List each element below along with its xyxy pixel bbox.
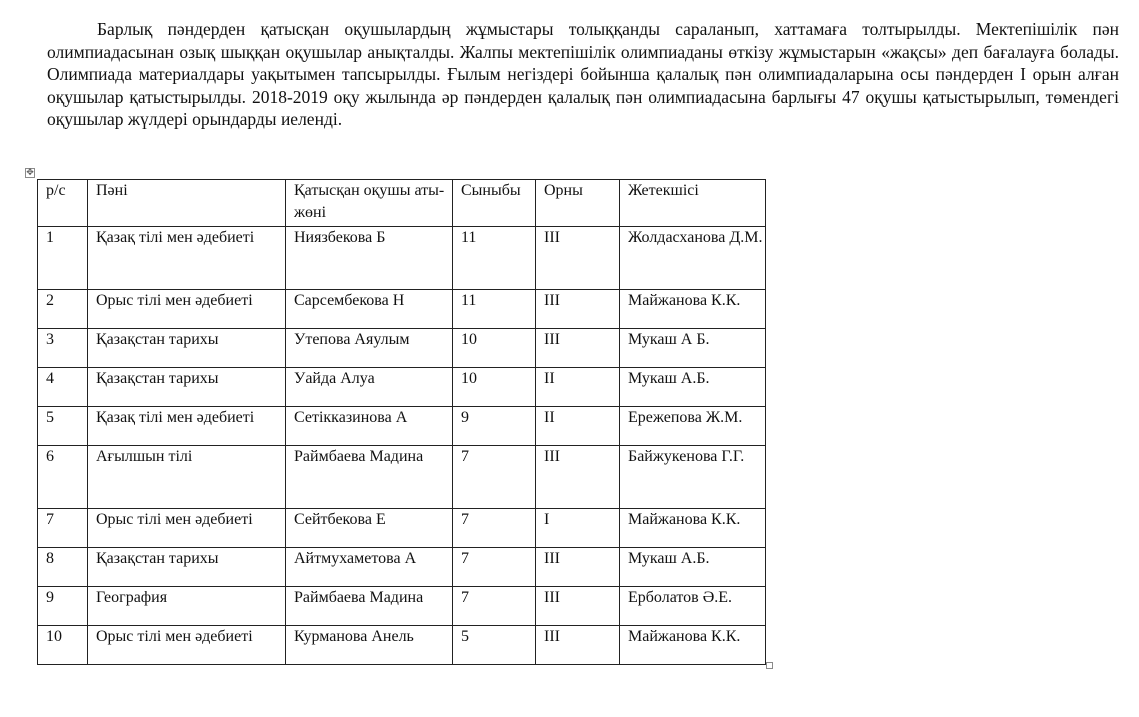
cell-grade: 7 <box>453 587 536 626</box>
table-row <box>38 446 766 509</box>
cell-subject: Қазақ тілі мен әдебиеті <box>88 407 286 446</box>
table-row <box>38 626 766 665</box>
cell-num: 10 <box>38 626 88 665</box>
cell-teacher: Мукаш А.Б. <box>620 368 766 407</box>
cell-place: ІІ <box>536 368 620 407</box>
cell-place: І <box>536 509 620 548</box>
cell-grade: 10 <box>453 368 536 407</box>
cell-num: 5 <box>38 407 88 446</box>
cell-grade: 10 <box>453 329 536 368</box>
cell-place: ІІІ <box>536 329 620 368</box>
cell-grade: 11 <box>453 227 536 290</box>
cell-teacher: Мукаш А Б. <box>620 329 766 368</box>
cell-num: 8 <box>38 548 88 587</box>
cell-grade: 5 <box>453 626 536 665</box>
cell-student: Сарсембекова Н <box>286 290 453 329</box>
cell-grade: 7 <box>453 509 536 548</box>
table-row <box>38 509 766 548</box>
cell-place: ІІІ <box>536 548 620 587</box>
cell-subject: География <box>88 587 286 626</box>
cell-subject: Ағылшын тілі <box>88 446 286 509</box>
cell-num: 4 <box>38 368 88 407</box>
cell-grade: 11 <box>453 290 536 329</box>
cell-teacher: Майжанова К.К. <box>620 626 766 665</box>
table-row <box>38 368 766 407</box>
table-row <box>38 290 766 329</box>
cell-student: Курманова Анель <box>286 626 453 665</box>
cell-subject: Орыс тілі мен әдебиеті <box>88 626 286 665</box>
cell-student: Сейтбекова Е <box>286 509 453 548</box>
cell-student: Уайда Алуа <box>286 368 453 407</box>
cell-subject: Орыс тілі мен әдебиеті <box>88 290 286 329</box>
cell-teacher: Ережепова Ж.М. <box>620 407 766 446</box>
cell-num: 1 <box>38 227 88 290</box>
cell-student: Раймбаева Мадина <box>286 587 453 626</box>
table-row <box>38 227 766 290</box>
table-resize-handle[interactable] <box>766 662 773 669</box>
intro-paragraph: Барлық пәндерден қатысқан оқушылардың жұмыстары толыққанды сараланып, хаттамаға толтырылды. Мектепішілік пән олимпиадасынан озық шыққан оқушылар анықталды. Жалпы мектепішілік олимпиаданы өткізу жұмыстарын «жақсы» деп бағалауға болады. Олимпиада материалдары уақытымен тапсырылды. Ғылым негіздері бойынша қалалық пән олимпиадаларына осы пәндерден І орын алған оқушылар қатыстырылды. 2018-2019 оқу жылында әр пәндерден қалалық пән олимпиадасына барлығы 47 оқушы қатыстырылып, төмендегі оқушылар жүлдері орындарды иеленді. <box>47 19 1119 129</box>
header-num: р/с <box>38 180 88 227</box>
cell-student: Ниязбекова Б <box>286 227 453 290</box>
table-row <box>38 548 766 587</box>
header-student: Қатысқан оқушы аты-жөні <box>286 180 453 227</box>
cell-place: ІІ <box>536 407 620 446</box>
cell-place: ІІІ <box>536 587 620 626</box>
cell-place: ІІІ <box>536 227 620 290</box>
cell-subject: Қазақстан тарихы <box>88 368 286 407</box>
cell-num: 6 <box>38 446 88 509</box>
cell-num: 9 <box>38 587 88 626</box>
cell-subject: Қазақстан тарихы <box>88 548 286 587</box>
cell-num: 7 <box>38 509 88 548</box>
cell-num: 3 <box>38 329 88 368</box>
cell-teacher: Ерболатов Ә.Е. <box>620 587 766 626</box>
results-table <box>37 179 766 665</box>
cell-place: ІІІ <box>536 626 620 665</box>
header-place: Орны <box>536 180 620 227</box>
table-row <box>38 587 766 626</box>
table-move-handle-icon[interactable]: ✥ <box>26 167 34 178</box>
cell-student: Утепова Аяулым <box>286 329 453 368</box>
header-teacher: Жетекшісі <box>620 180 766 227</box>
cell-teacher: Майжанова К.К. <box>620 509 766 548</box>
cell-subject: Қазақстан тарихы <box>88 329 286 368</box>
table-header-row <box>38 180 766 227</box>
cell-teacher: Майжанова К.К. <box>620 290 766 329</box>
cell-place: ІІІ <box>536 446 620 509</box>
cell-place: ІІІ <box>536 290 620 329</box>
header-subject: Пәні <box>88 180 286 227</box>
cell-grade: 7 <box>453 446 536 509</box>
cell-num: 2 <box>38 290 88 329</box>
cell-student: Айтмухаметова А <box>286 548 453 587</box>
cell-teacher: Мукаш А.Б. <box>620 548 766 587</box>
cell-teacher: Жолдасханова Д.М. <box>620 227 766 290</box>
cell-subject: Орыс тілі мен әдебиеті <box>88 509 286 548</box>
cell-subject: Қазақ тілі мен әдебиеті <box>88 227 286 290</box>
cell-grade: 7 <box>453 548 536 587</box>
cell-teacher: Байжукенова Г.Г. <box>620 446 766 509</box>
header-grade: Сыныбы <box>453 180 536 227</box>
cell-grade: 9 <box>453 407 536 446</box>
table-row <box>38 329 766 368</box>
cell-student: Раймбаева Мадина <box>286 446 453 509</box>
cell-student: Сетікказинова А <box>286 407 453 446</box>
table-row <box>38 407 766 446</box>
